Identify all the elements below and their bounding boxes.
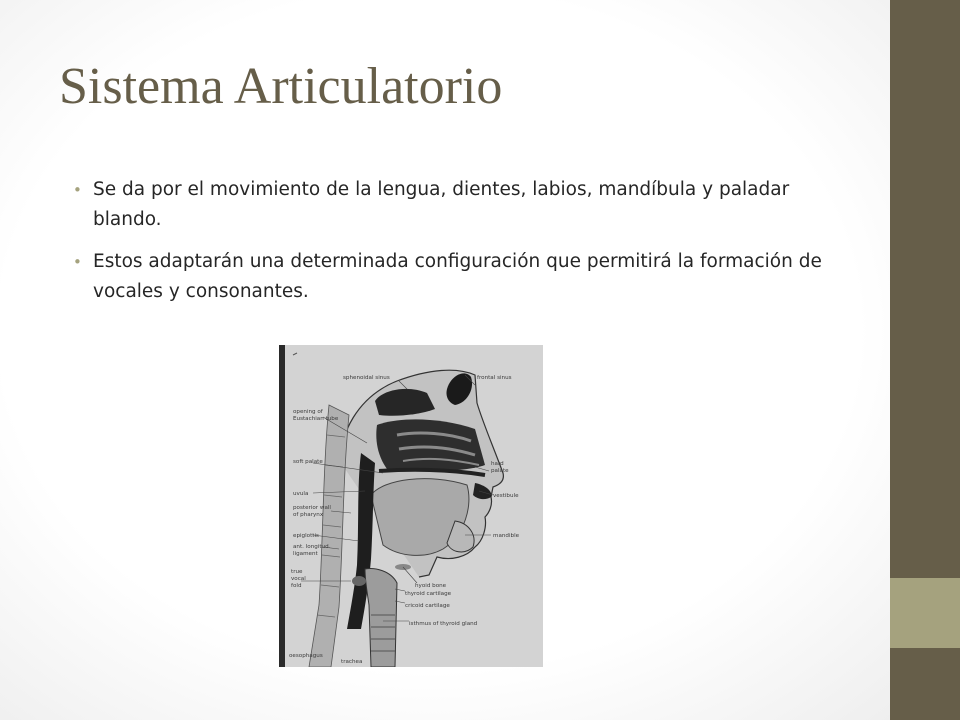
label-eustachian-1: opening of [293, 409, 323, 415]
bullet-text: Estos adaptarán una determinada configuración que permitirá la formación de vocales y consonantes. [93, 251, 822, 302]
label-thyroid-cartilage: thyroid cartilage [405, 591, 452, 597]
label-trachea: trachea [341, 659, 363, 665]
page-shadow [279, 345, 285, 667]
bullet-list [73, 175, 853, 319]
label-ligament-1: ant. longitud. [293, 544, 331, 550]
label-cricoid-cartilage: cricoid cartilage [405, 603, 450, 609]
bullet-icon: • [73, 181, 82, 199]
vocal-tract-diagram [279, 345, 543, 667]
label-oesophagus: oesophagus [289, 653, 323, 659]
vocal-tract-svg [279, 345, 543, 667]
bullet-item [73, 175, 853, 235]
bullet-text: Se da por el movimiento de la lengua, dientes, labios, mandíbula y paladar blando. [93, 179, 790, 230]
label-vocal-2: vocal [291, 576, 306, 582]
label-soft-palate: soft palate [293, 459, 323, 465]
label-mandible: mandible [493, 533, 520, 539]
label-sphenoidal-sinus: sphenoidal sinus [343, 375, 390, 381]
label-vestibule: vestibule [493, 493, 519, 499]
label-hard-palate-2: palate [491, 468, 509, 474]
label-eustachian-2: Eustachian tube [293, 416, 339, 422]
slide-title: Sistema Articulatorio [59, 58, 503, 115]
label-hyoid-bone: hyoid bone [415, 583, 447, 589]
label-uvula: uvula [293, 491, 309, 497]
bullet-item [73, 247, 853, 307]
label-post-wall-1: posterior wall [293, 505, 331, 511]
label-vocal-1: true [291, 569, 303, 575]
label-epiglottis: epiglottis [293, 533, 319, 539]
label-ligament-2: ligament [293, 551, 318, 557]
label-post-wall-2: of pharynx [293, 512, 324, 518]
bullet-icon: • [73, 253, 82, 271]
label-vocal-3: fold [291, 583, 302, 589]
label-hard-palate-1: hard [491, 461, 504, 467]
vocal-fold-shape [352, 576, 366, 586]
label-frontal-sinus: frontal sinus [477, 375, 512, 381]
side-accent-block [890, 578, 960, 648]
label-isthmus: isthmus of thyroid gland [409, 621, 478, 627]
